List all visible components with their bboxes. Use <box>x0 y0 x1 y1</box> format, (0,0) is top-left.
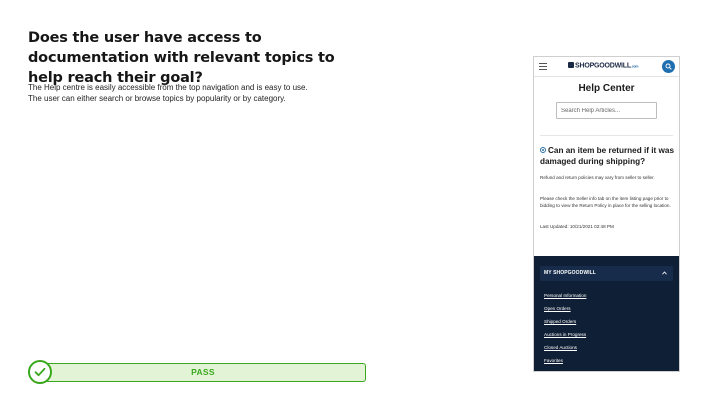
site-logo[interactable]: SHOPGOODWILL.com <box>568 62 638 70</box>
description <box>28 82 348 104</box>
description-line-2: The user can either search or browse topics by popularity or by category. <box>28 94 286 103</box>
help-center-title: Help Center <box>578 83 635 94</box>
page-heading: Does the user have access to documentation with relevant topics to help reach their goal? <box>28 30 335 86</box>
search-icon <box>665 63 672 70</box>
divider <box>540 135 673 136</box>
result-indicator <box>28 360 368 384</box>
chevron-up-icon <box>662 271 667 275</box>
help-search-input[interactable] <box>556 102 657 119</box>
link-personal-information[interactable]: Personal Information <box>544 293 587 298</box>
article-paragraph-1: Refund and return policies may vary from seller to seller. <box>540 175 655 180</box>
description-line-1: The Help centre is easily accessible from the top navigation and is easy to use. <box>28 83 308 92</box>
checkmark-circle-icon <box>28 360 52 384</box>
account-menu <box>534 256 679 372</box>
phone-mockup <box>533 56 680 372</box>
result-bar <box>40 363 366 382</box>
mobile-header <box>534 57 679 77</box>
link-shipped-orders[interactable]: Shipped Orders <box>544 319 577 324</box>
link-favorites[interactable]: Favorites <box>544 358 563 363</box>
account-menu-header[interactable]: MY SHOPGOODWILL <box>540 266 673 281</box>
link-auctions-in-progress[interactable]: Auctions in Progress <box>544 332 587 337</box>
article-bullet-icon <box>540 147 546 153</box>
article-last-updated: Last Updated: 10/21/2021 02:48 PM <box>540 224 614 229</box>
article-paragraph-2: Please check the Seller info tab on the item listing page prior to bidding to view the Return Policy in place for the selling location. <box>540 196 671 209</box>
article-title: Can an item be returned if it was damaged during shipping? <box>540 146 675 166</box>
result-label: PASS <box>191 367 215 377</box>
link-open-orders[interactable]: Open Orders <box>544 306 571 311</box>
logo-mark-icon <box>568 62 574 68</box>
link-closed-auctions[interactable]: Closed Auctions <box>544 345 577 350</box>
hamburger-menu-icon[interactable] <box>539 63 547 72</box>
account-links <box>544 292 586 370</box>
search-button[interactable] <box>662 60 675 73</box>
